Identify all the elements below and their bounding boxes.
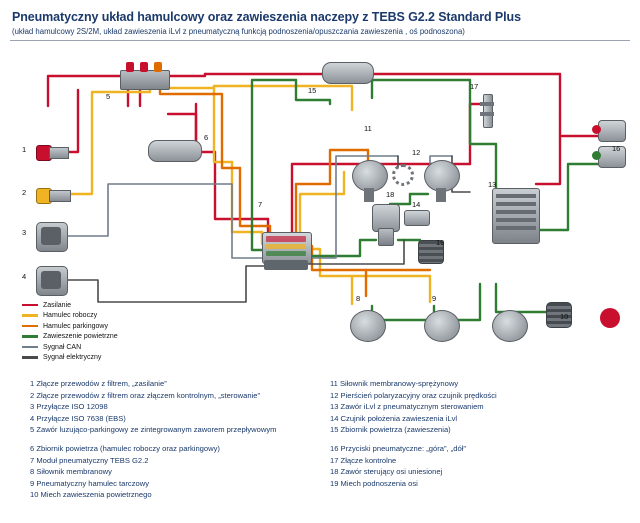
list-item: 14 Czujnik położenia zawieszenia iLvl [330, 413, 458, 423]
component-spring-actuator [424, 160, 458, 202]
list-gap [30, 436, 320, 443]
list-item: 5 Zawór luzująco-parkingowy ze zintegrowanym zaworem przepływowym [30, 425, 277, 435]
list-item: 18 Zawór sterujący osi uniesionej [330, 467, 443, 477]
legend-label: Hamulec roboczy [43, 312, 98, 319]
callout-5: 5 [106, 92, 111, 101]
parts-list-left [30, 378, 320, 501]
component-tebs-module [262, 232, 310, 276]
list-item: 2 Złącze przewodów z filtrem oraz złączem kontrolnym, „sterowanie” [30, 390, 260, 400]
list-item: 11 Siłownik membranowy-sprężynowy [330, 379, 459, 388]
legend-swatch-can [22, 346, 38, 349]
legend-item [22, 353, 192, 363]
component-end-marker [600, 308, 620, 328]
callout-1: 1 [22, 145, 27, 154]
callout-12: 12 [412, 148, 421, 157]
list-item: 9 Pneumatyczny hamulec tarczowy [30, 478, 150, 488]
callout-18: 18 [386, 190, 395, 199]
callout-8: 8 [356, 294, 361, 303]
list-item: 19 Miech podnoszenia osi [330, 478, 418, 488]
list-item: 3 Przyłącze ISO 12098 [30, 402, 108, 412]
legend-swatch-parking-brake [22, 325, 38, 328]
callout-15: 15 [308, 86, 317, 95]
legend-swatch-electric [22, 356, 38, 359]
legend-item [22, 321, 192, 331]
callout-13: 13 [488, 180, 497, 189]
legend-item [22, 311, 192, 321]
list-item: 16 Przyciski pneumatyczne: „góra”, „dół” [330, 443, 466, 453]
component-iso12098 [36, 222, 66, 250]
callout-9: 9 [432, 294, 437, 303]
legend-swatch-air-suspension [22, 335, 38, 338]
list-item: 13 Zawór iLvl z pneumatycznym sterowaniem [330, 402, 484, 412]
callout-6: 6 [204, 133, 209, 142]
component-coupling-supply [36, 142, 68, 162]
component-air-reservoir-brake [148, 140, 202, 162]
callout-4: 4 [22, 272, 27, 281]
legend-label: Sygnał CAN [43, 343, 82, 351]
legend-item [22, 342, 192, 352]
legend-label: Zawieszenie powietrzne [43, 333, 118, 340]
component-diaphragm-actuator [350, 302, 384, 342]
legend-item [22, 300, 192, 310]
list-gap [330, 436, 630, 443]
component-parking-valve [120, 62, 168, 92]
callout-19: 19 [436, 238, 445, 247]
page-subtitle: (układ hamulcowy 2S/2M, układ zawieszenia iLvl z pneumatyczną funkcją podnoszenia/opuszczania zawieszenia , oś podnoszona) [12, 27, 465, 36]
legend-swatch-supply [22, 304, 38, 307]
list-item: 8 Siłownik membranowy [30, 467, 112, 477]
list-item: 15 Zbiornik powietrza (zawieszenia) [330, 425, 451, 435]
list-item: 17 Złącze kontrolne [330, 455, 397, 465]
component-iso7638 [36, 266, 66, 294]
legend-label: Sygnał elektryczny [43, 354, 102, 361]
list-item: 7 Moduł pneumatyczny TEBS G2.2 [30, 455, 149, 465]
legend-label: Zasilanie [43, 301, 72, 309]
component-coupling-control [36, 185, 70, 205]
component-ilvl-valve [492, 188, 540, 244]
component-disc-brake [424, 302, 458, 342]
list-item: 6 Zbiornik powietrza (hamulec roboczy oraz parkingowy) [30, 443, 220, 453]
component-pole-wheel [392, 164, 414, 186]
parts-lists [0, 378, 640, 518]
component-disc-brake [492, 302, 526, 342]
callout-16: 16 [612, 144, 621, 153]
component-air-reservoir-suspension [322, 62, 374, 84]
legend-swatch-service-brake [22, 314, 38, 317]
legend-label: Hamulec parkingowy [43, 322, 108, 330]
component-level-sensor [404, 210, 430, 226]
callout-10: 10 [560, 312, 569, 321]
callout-11: 11 [364, 124, 372, 133]
component-spring-actuator [352, 160, 386, 202]
callout-17: 17 [470, 82, 479, 91]
callout-14: 14 [412, 200, 421, 209]
component-lift-axle-valve [370, 204, 400, 244]
list-item: 1 Złącze przewodów z filtrem, „zasilanie” [30, 379, 167, 388]
callout-3: 3 [22, 228, 27, 237]
parts-list-right [330, 378, 630, 489]
callout-2: 2 [22, 188, 27, 197]
page-title: Pneumatyczny układ hamulcowy oraz zawieszenia naczepy z TEBS G2.2 Standard Plus [12, 10, 521, 24]
list-item: 12 Pierścień polaryzacyjny oraz czujnik prędkości [330, 390, 497, 400]
list-item: 10 Miech zawieszenia powietrznego [30, 490, 152, 500]
component-test-connector [480, 94, 494, 126]
legend-item [22, 332, 192, 342]
component-pneumatic-buttons [592, 120, 628, 172]
header-divider [10, 40, 630, 41]
callout-7: 7 [258, 200, 263, 209]
list-item: 4 Przyłącze ISO 7638 (EBS) [30, 413, 126, 423]
color-legend [22, 300, 192, 363]
